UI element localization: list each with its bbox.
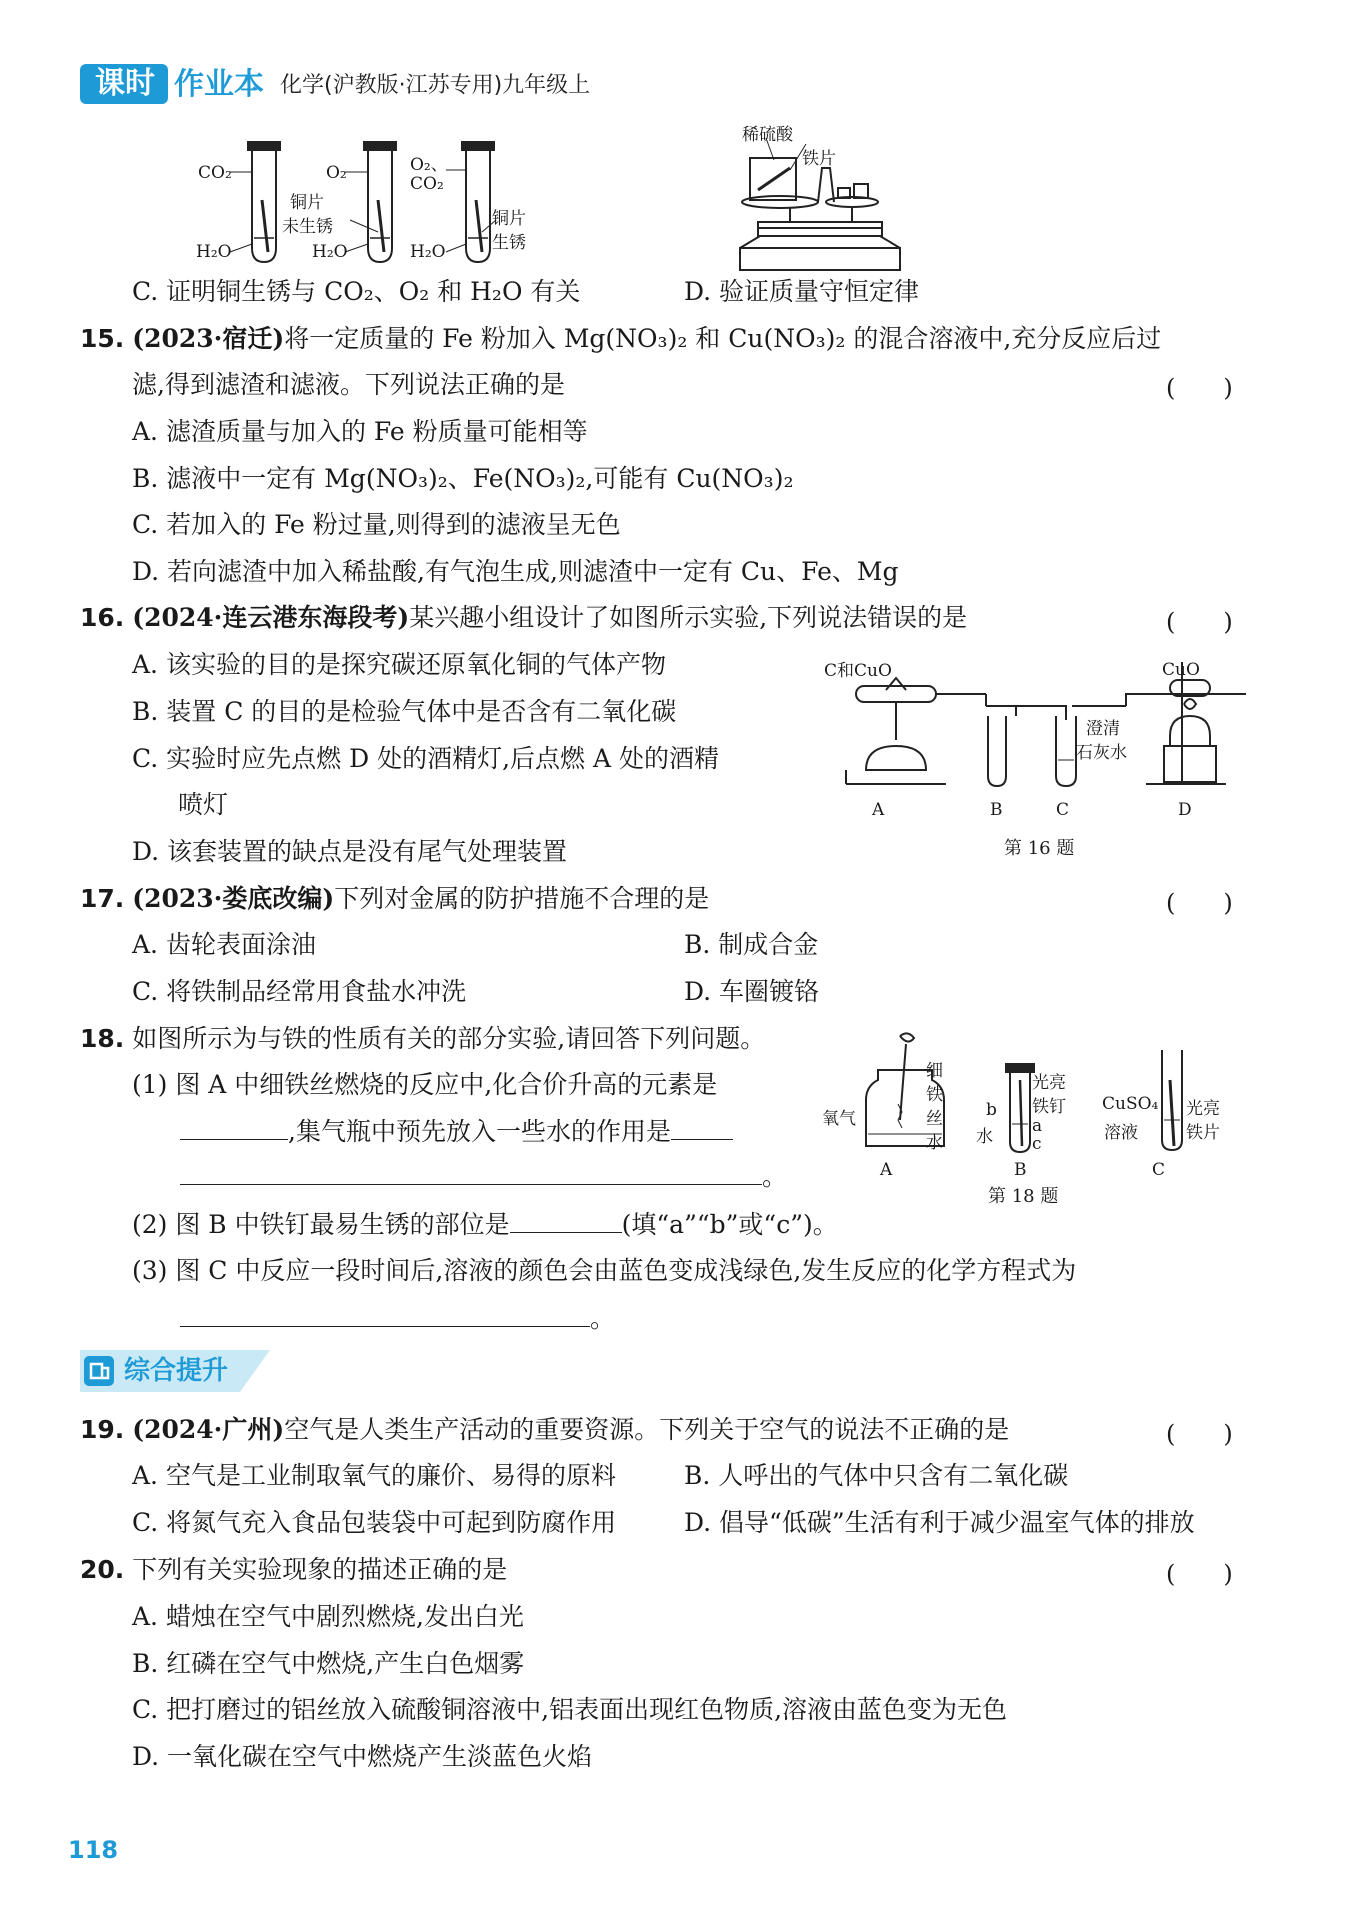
q16-option-d: D. 该套装置的缺点是没有尾气处理装置 — [132, 837, 568, 866]
q18-label-wire2: 铁 — [926, 1085, 943, 1105]
q15-option-b: B. 滤液中一定有 Mg(NO₃)₂、Fe(NO₃)₂,可能有 Cu(NO₃)₂ — [132, 464, 794, 493]
q14-label-copper1: 铜片 — [290, 193, 324, 213]
q18-label-water-b: 水 — [976, 1127, 993, 1147]
q16-caption: 第 16 题 — [1004, 838, 1075, 859]
q18-sub3-end: 。 — [590, 1304, 616, 1333]
q19-stem-text: 空气是人类生产活动的重要资源。下列关于空气的说法不正确的是 — [284, 1415, 1010, 1444]
q19-option-a: A. 空气是工业制取氧气的廉价、易得的原料 — [132, 1461, 616, 1490]
q18-label-plate2: 铁片 — [1186, 1123, 1220, 1143]
q18-label-b-point: b — [986, 1100, 997, 1120]
q15-option-c: C. 若加入的 Fe 粉过量,则得到的滤液呈无色 — [132, 510, 621, 539]
q18-caption: 第 18 题 — [988, 1186, 1059, 1207]
q18-label-oxygen: 氧气 — [822, 1109, 856, 1129]
q14-label-h2o-1: H₂O — [196, 242, 232, 262]
q18-blank-equation[interactable] — [180, 1302, 590, 1327]
q19-number: 19. — [80, 1415, 125, 1444]
q15-option-d: D. 若向滤渣中加入稀盐酸,有气泡生成,则滤渣中一定有 Cu、Fe、Mg — [132, 557, 899, 586]
q18-sub2 — [132, 1208, 838, 1242]
q18-blank-element[interactable] — [180, 1115, 288, 1140]
q17-option-d: D. 车圈镀铬 — [684, 977, 820, 1006]
header-title: 作业本 — [174, 67, 264, 102]
q16-option-c: C. 实验时应先点燃 D 处的酒精灯,后点燃 A 处的酒精 — [132, 744, 719, 773]
q18-blank-water-purpose-b[interactable] — [180, 1160, 762, 1185]
q20-option-a: A. 蜡烛在空气中剧烈燃烧,发出白光 — [132, 1602, 524, 1631]
q18-stem-text: 如图所示为与铁的性质有关的部分实验,请回答下列问题。 — [132, 1024, 766, 1053]
q18-sub2-text: (2) 图 B 中铁钉最易生锈的部位是 — [132, 1210, 510, 1239]
q18-label-nail1: 光亮 — [1032, 1073, 1066, 1093]
q18-blank-rust-part[interactable] — [510, 1208, 622, 1233]
q18-sub1-line2 — [180, 1115, 733, 1149]
q18-sub1-line1: (1) 图 A 中细铁丝燃烧的反应中,化合价升高的元素是 — [132, 1070, 718, 1099]
q14-label-h2o-2: H₂O — [312, 242, 348, 262]
q18-sub1-text: ,集气瓶中预先放入一些水的作用是 — [288, 1117, 671, 1146]
q16-label-a: A — [872, 800, 885, 820]
q18-label-fig-b: B — [1014, 1160, 1027, 1180]
q18-sub3: (3) 图 C 中反应一段时间后,溶液的颜色会由蓝色变成浅绿色,发生反应的化学方程式为 — [132, 1256, 1077, 1285]
page-number: 118 — [68, 1836, 119, 1864]
q18-label-fig-c: C — [1152, 1160, 1166, 1180]
q20-stem-text: 下列有关实验现象的描述正确的是 — [132, 1555, 508, 1584]
q16-label-limewater2: 石灰水 — [1076, 743, 1127, 763]
q18-stem — [80, 1022, 765, 1056]
q18-label-plate1: 光亮 — [1186, 1099, 1220, 1119]
q14-label-co2: CO₂ — [198, 163, 232, 183]
q19-source: (2024·广州) — [132, 1415, 285, 1444]
logo-text: 课时 — [95, 66, 155, 101]
q19-option-c: C. 将氮气充入食品包装袋中可起到防腐作用 — [132, 1508, 617, 1537]
q14-option-c: C. 证明铜生锈与 CO₂、O₂ 和 H₂O 有关 — [132, 277, 581, 306]
q17-option-a: A. 齿轮表面涂油 — [132, 930, 316, 959]
q16-option-b: B. 装置 C 的目的是检验气体中是否含有二氧化碳 — [132, 697, 677, 726]
q16-label-limewater1: 澄清 — [1086, 719, 1120, 739]
q20-stem — [80, 1553, 507, 1587]
q14-option-d: D. 验证质量守恒定律 — [684, 277, 920, 306]
q16-label-c: C — [1056, 800, 1070, 820]
q16-stem — [80, 601, 967, 635]
q14-label-acid: 稀硫酸 — [742, 125, 793, 145]
q18-label-c-point: c — [1032, 1134, 1042, 1154]
q18-label-wire3: 丝 — [926, 1109, 943, 1129]
q19-answer-bracket: ( ) — [1166, 1420, 1233, 1448]
q18-label-nail2: 铁钉 — [1032, 1097, 1066, 1117]
section-header — [80, 1350, 270, 1392]
q14-label-copper3b: 生锈 — [492, 233, 526, 253]
q16-label-c-cuo: C和CuO — [824, 661, 892, 681]
q16-option-a: A. 该实验的目的是探究碳还原氧化铜的气体产物 — [132, 650, 666, 679]
q17-source: (2023·娄底改编) — [132, 884, 335, 913]
q20-number: 20. — [80, 1555, 125, 1584]
q16-figure — [826, 650, 1266, 800]
q15-source: (2023·宿迁) — [132, 324, 285, 353]
q15-answer-bracket: ( ) — [1166, 374, 1233, 402]
q14-label-h2o-3: H₂O — [410, 242, 446, 262]
q14-label-iron: 铁片 — [802, 149, 836, 169]
q15-stem-line1: 将一定质量的 Fe 粉加入 Mg(NO₃)₂ 和 Cu(NO₃)₂ 的混合溶液中,充分反应后过 — [284, 324, 1162, 353]
q15-stem-line2: 滤,得到滤渣和滤液。下列说法正确的是 — [132, 370, 565, 399]
q17-answer-bracket: ( ) — [1166, 889, 1233, 917]
q16-label-cuo: CuO — [1162, 660, 1200, 680]
q18-label-water-a: 水 — [926, 1133, 943, 1153]
q18-label-wire1: 细 — [926, 1061, 943, 1081]
q14-label-copper2: 未生锈 — [282, 217, 333, 237]
q14-label-o2: O₂ — [326, 163, 347, 183]
q20-option-d: D. 一氧化碳在空气中燃烧产生淡蓝色火焰 — [132, 1742, 593, 1771]
q18-label-a-point: a — [1032, 1116, 1043, 1136]
q15-stem — [80, 322, 1161, 356]
q16-label-b: B — [990, 800, 1003, 820]
q18-sub1-line3 — [180, 1160, 787, 1194]
q18-label-solution: 溶液 — [1104, 1123, 1138, 1143]
q18-number: 18. — [80, 1024, 125, 1053]
q17-option-c: C. 将铁制品经常用食盐水冲洗 — [132, 977, 467, 1006]
q18-label-cuso4: CuSO₄ — [1102, 1094, 1159, 1114]
q20-answer-bracket: ( ) — [1166, 1560, 1233, 1588]
q18-blank-water-purpose-a[interactable] — [671, 1115, 733, 1140]
q16-label-d: D — [1178, 800, 1192, 820]
q18-sub1-end: 。 — [762, 1162, 788, 1191]
q20-option-c: C. 把打磨过的铝丝放入硫酸铜溶液中,铝表面出现红色物质,溶液由蓝色变为无色 — [132, 1695, 1008, 1724]
q16-source: (2024·连云港东海段考) — [132, 603, 410, 632]
q19-stem — [80, 1413, 1009, 1447]
header-subtitle: 化学(沪教版·江苏专用)九年级上 — [280, 73, 591, 98]
q16-stem-text: 某兴趣小组设计了如图所示实验,下列说法错误的是 — [409, 603, 968, 632]
q14-label-o2co2-b: CO₂ — [410, 174, 444, 194]
q15-number: 15. — [80, 324, 125, 353]
q17-stem-text: 下列对金属的防护措施不合理的是 — [334, 884, 710, 913]
q19-option-b: B. 人呼出的气体中只含有二氧化碳 — [684, 1461, 1069, 1490]
q19-option-d: D. 倡导“低碳”生活有利于减少温室气体的排放 — [684, 1508, 1195, 1537]
q14-label-o2co2-a: O₂、 — [410, 155, 448, 175]
q14-label-copper3a: 铜片 — [492, 209, 526, 229]
q16-number: 16. — [80, 603, 125, 632]
q18-sub3-line2 — [180, 1302, 615, 1336]
section-title: 综合提升 — [124, 1356, 229, 1386]
q18-sub2-hint: (填“a”“b”或“c”)。 — [621, 1210, 838, 1239]
q16-option-c-cont: 喷灯 — [178, 790, 229, 819]
q17-stem — [80, 882, 709, 916]
q18-label-fig-a: A — [880, 1160, 893, 1180]
q20-option-b: B. 红磷在空气中燃烧,产生白色烟雾 — [132, 1649, 525, 1678]
q17-number: 17. — [80, 884, 125, 913]
q16-answer-bracket: ( ) — [1166, 608, 1233, 636]
q17-option-b: B. 制成合金 — [684, 930, 819, 959]
q15-option-a: A. 滤渣质量与加入的 Fe 粉质量可能相等 — [132, 417, 588, 446]
